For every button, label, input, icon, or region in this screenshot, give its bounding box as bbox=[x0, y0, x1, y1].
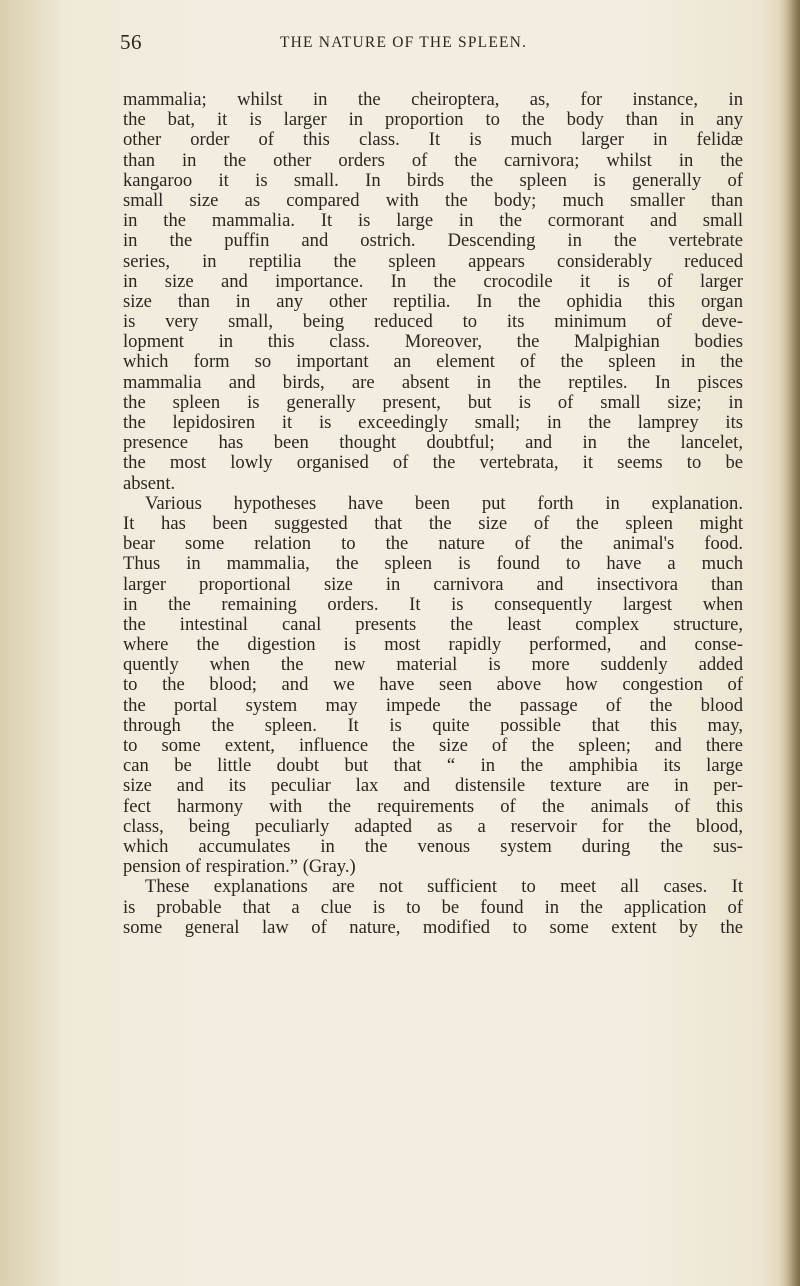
text-line: in size and importance. In the crocodile it is of larger bbox=[123, 270, 743, 292]
text-line-paragraph-end: pension of respiration.” (Gray.) bbox=[123, 856, 356, 878]
text-line: the most lowly organised of the vertebrata, it seems to be bbox=[123, 452, 743, 474]
text-line: quently when the new material is more suddenly added bbox=[123, 654, 743, 676]
text-line: Thus in mammalia, the spleen is found to have a much bbox=[123, 553, 743, 575]
text-line: It has been suggested that the size of the spleen might bbox=[123, 512, 743, 534]
text-line: some general law of nature, modified to some extent by the bbox=[123, 916, 743, 938]
text-line: mammalia; whilst in the cheiroptera, as, for instance, in bbox=[123, 89, 743, 110]
text-line: in the puffin and ostrich. Descending in the vertebrate bbox=[123, 230, 743, 252]
text-line: which form so important an element of the spleen in the bbox=[123, 351, 743, 373]
text-line: the lepidosiren it is exceedingly small; in the lamprey its bbox=[123, 412, 743, 433]
text-line-paragraph-start: These explanations are not sufficient to meet all cases. It bbox=[145, 876, 743, 898]
text-line: is very small, being reduced to its minimum of deve- bbox=[123, 311, 743, 333]
text-line: the intestinal canal presents the least complex structure, bbox=[123, 613, 743, 635]
text-line: kangaroo it is small. In birds the spleen is generally of bbox=[123, 169, 743, 191]
text-line: size than in any other reptilia. In the ophidia this organ bbox=[123, 290, 743, 312]
text-line: can be little doubt but that “ in the amphibia its large bbox=[123, 755, 743, 777]
text-line: where the digestion is most rapidly performed, and conse- bbox=[123, 634, 743, 656]
running-head: THE NATURE OF THE SPLEEN. bbox=[280, 34, 528, 51]
text-line-paragraph-end: absent. bbox=[123, 472, 176, 494]
text-line: size and its peculiar lax and distensile texture are in per- bbox=[123, 775, 743, 797]
text-line: larger proportional size in carnivora and insectivora than bbox=[123, 573, 743, 595]
text-line: which accumulates in the venous system during the sus- bbox=[123, 835, 743, 857]
text-line: other order of this class. It is much larger in felidæ bbox=[123, 129, 743, 151]
text-line: to some extent, influence the size of the spleen; and there bbox=[123, 735, 743, 756]
text-line: than in the other orders of the carnivora; whilst in the bbox=[123, 149, 743, 171]
text-line: presence has been thought doubtful; and in the lancelet, bbox=[123, 432, 743, 454]
text-line: class, being peculiarly adapted as a reservoir for the blood, bbox=[123, 815, 743, 837]
text-line: through the spleen. It is quite possible that this may, bbox=[123, 714, 743, 736]
text-line: fect harmony with the requirements of the animals of this bbox=[123, 795, 743, 817]
page-header bbox=[120, 30, 720, 60]
text-line: mammalia and birds, are absent in the reptiles. In pisces bbox=[123, 371, 743, 393]
text-line: the portal system may impede the passage of the blood bbox=[123, 694, 743, 716]
text-line: the bat, it is larger in proportion to the body than in any bbox=[123, 109, 743, 131]
text-line: lopment in this class. Moreover, the Malpighian bodies bbox=[123, 331, 743, 353]
page-number: 56 bbox=[120, 30, 142, 54]
text-line: bear some relation to the nature of the animal's food. bbox=[123, 533, 743, 555]
text-line: in the mammalia. It is large in the cormorant and small bbox=[123, 210, 743, 232]
page-gutter-shading bbox=[0, 0, 60, 1286]
text-line: is probable that a clue is to be found in the application of bbox=[123, 896, 743, 918]
text-line: small size as compared with the body; much smaller than bbox=[123, 189, 743, 211]
page-edge-shading bbox=[778, 0, 800, 1286]
text-line: series, in reptilia the spleen appears considerably reduced bbox=[123, 250, 743, 272]
text-line-paragraph-start: Various hypotheses have been put forth in explanation. bbox=[145, 492, 743, 514]
text-line: to the blood; and we have seen above how congestion of bbox=[123, 674, 743, 696]
text-line: in the remaining orders. It is consequently largest when bbox=[123, 593, 743, 615]
text-line: the spleen is generally present, but is of small size; in bbox=[123, 391, 743, 413]
body-text bbox=[123, 90, 743, 938]
